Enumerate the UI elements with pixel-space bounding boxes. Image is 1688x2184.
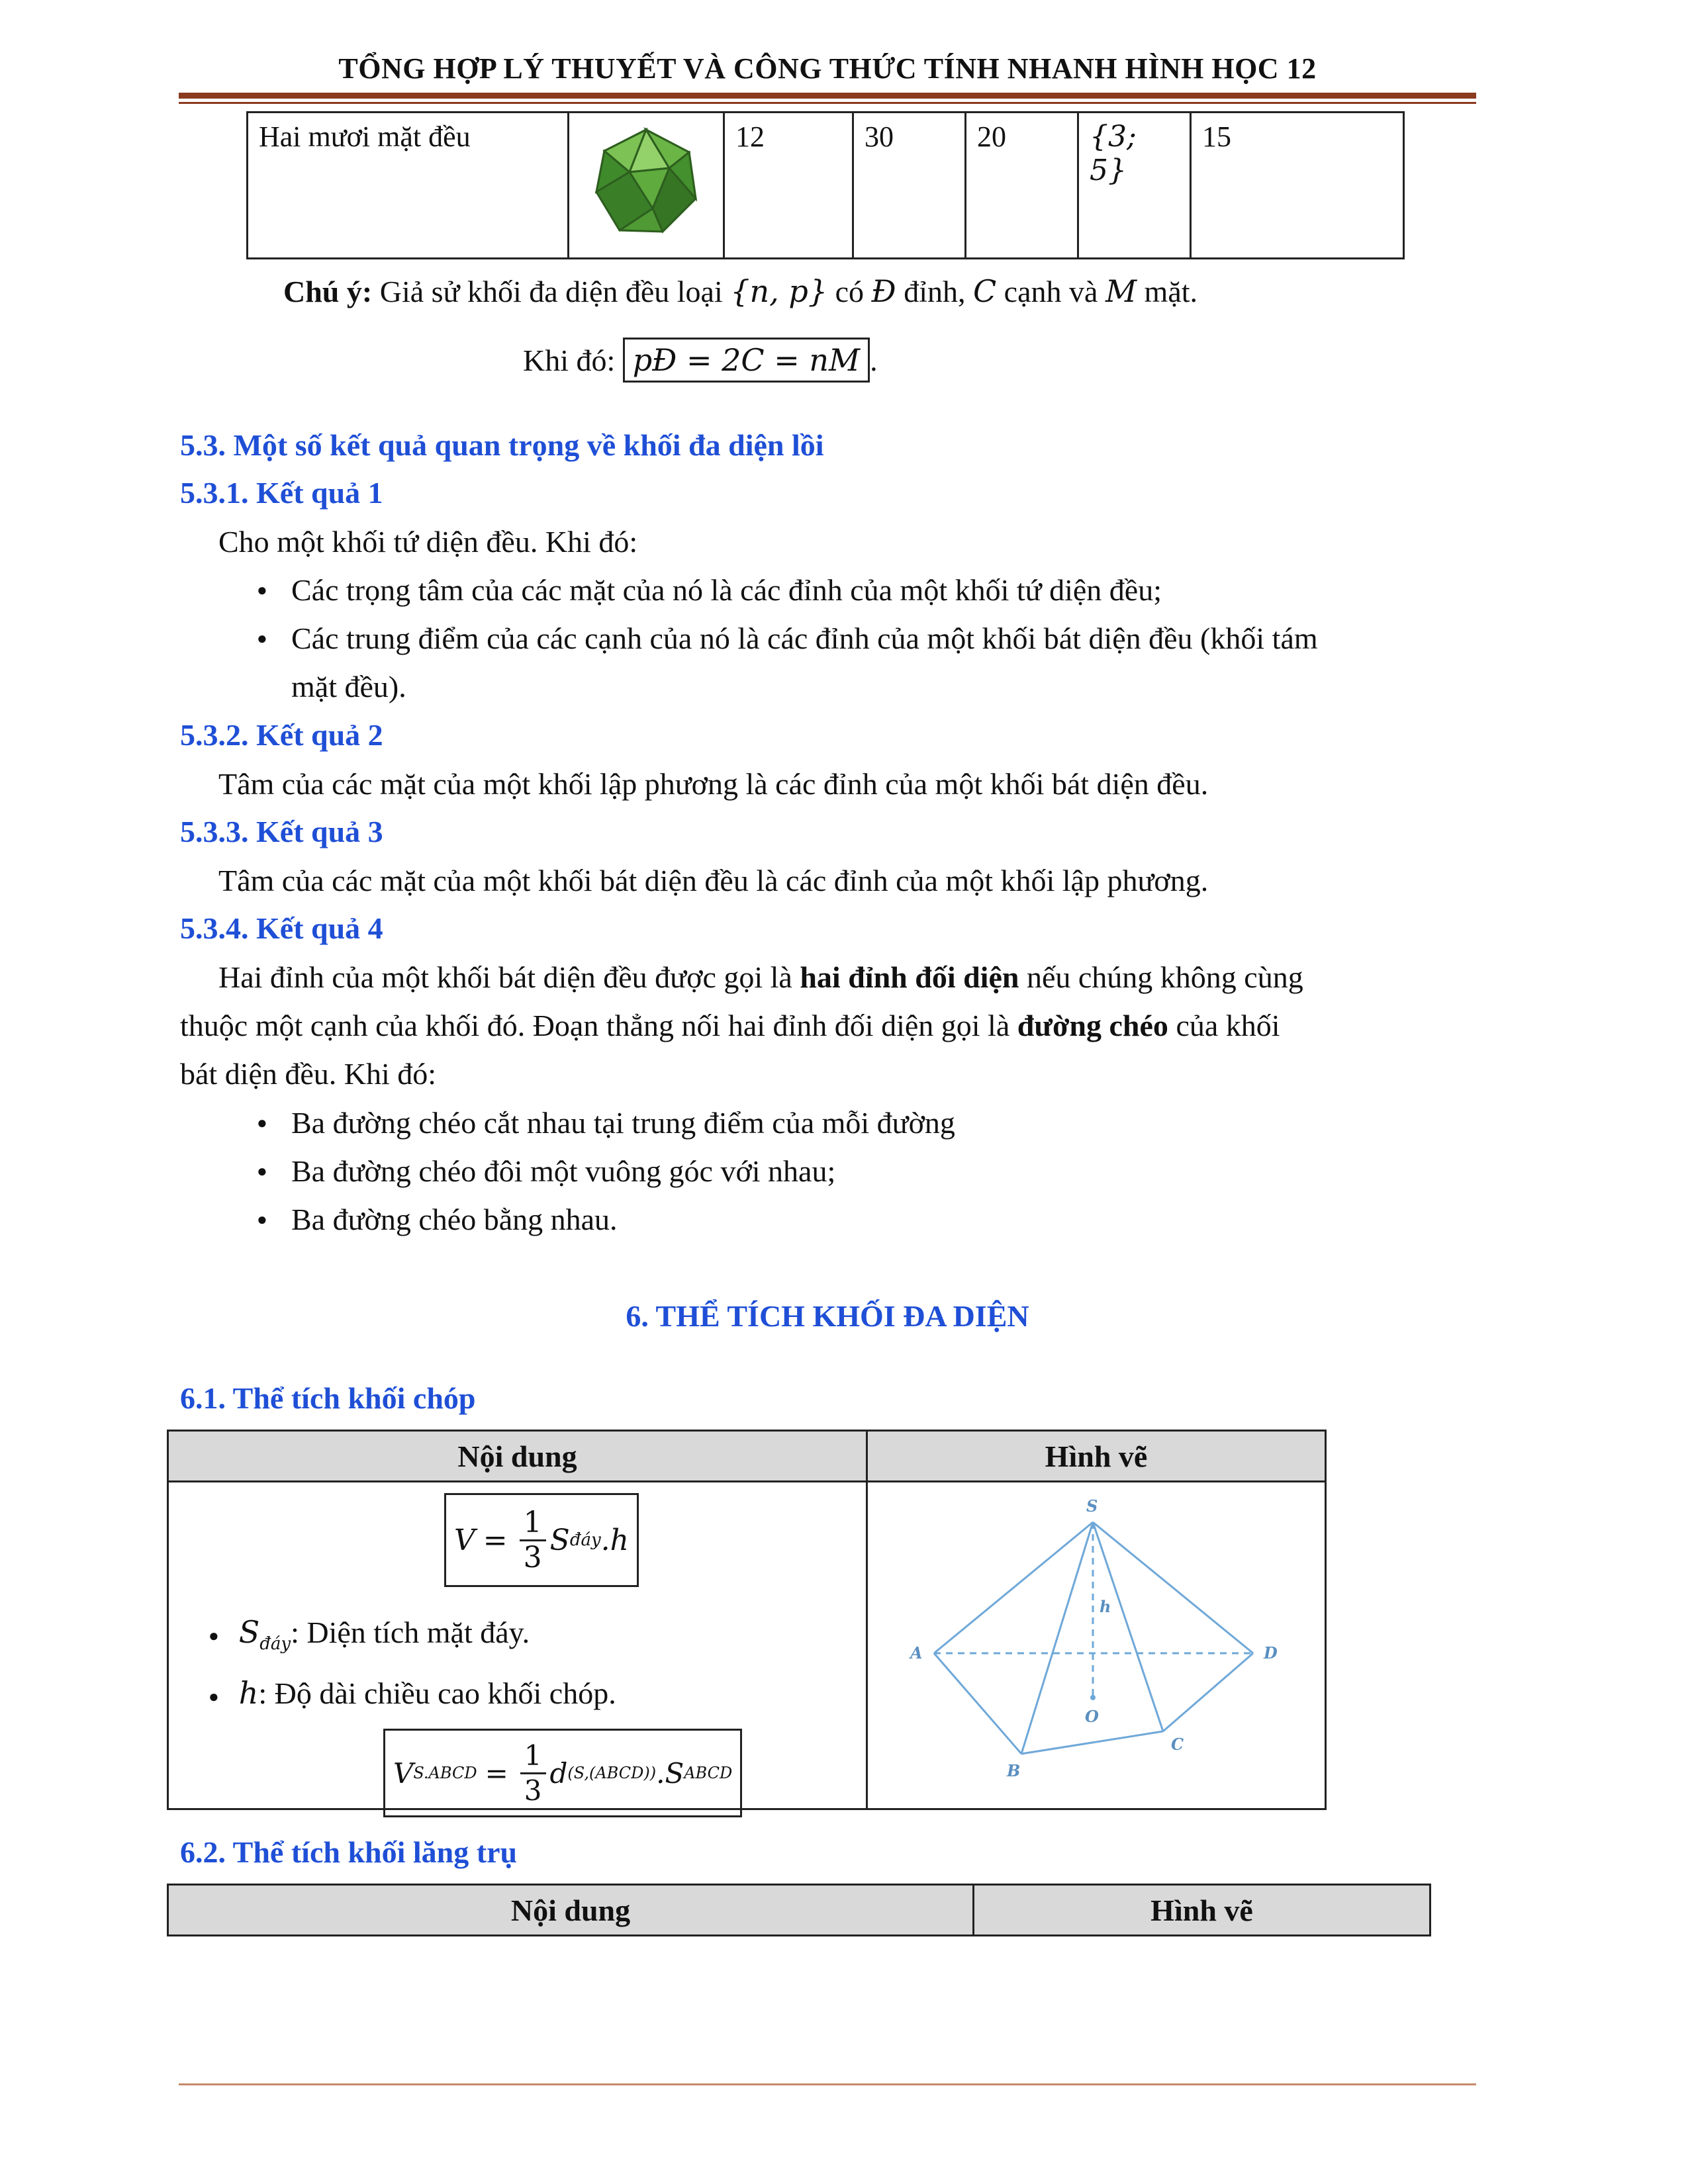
poly-edges-cell: 30 bbox=[853, 113, 966, 259]
col-header-figure: Hình vẽ bbox=[974, 1885, 1430, 1936]
f2-vsub: S.ABCD bbox=[413, 1764, 477, 1782]
note-text-a: Giả sử khối đa diện đều loại bbox=[379, 275, 723, 308]
poly-last-cell: 15 bbox=[1191, 113, 1404, 259]
edge-sd bbox=[1093, 1522, 1253, 1653]
section-6-title: 6. THỂ TÍCH KHỐI ĐA DIỆN bbox=[626, 1299, 1029, 1333]
pyramid-figure bbox=[868, 1482, 1325, 1807]
result-2-title: 5.3.2. Kết quả 2 bbox=[180, 718, 383, 752]
header-rule-thick bbox=[179, 93, 1476, 99]
header-rule-thin bbox=[179, 102, 1476, 104]
section-6-1-title: 6.1. Thể tích khối chóp bbox=[180, 1381, 476, 1415]
edge-sb bbox=[1021, 1522, 1093, 1754]
list-item: ● Ba đường chéo bằng nhau. bbox=[218, 1195, 1476, 1244]
r4-p1a: Hai đỉnh của một khối bát diện đều được gọi là bbox=[218, 960, 800, 994]
list-item bbox=[218, 614, 1476, 711]
col-header-content: Nội dung bbox=[168, 1431, 867, 1482]
b2-text: : Độ dài chiều cao khối chóp. bbox=[258, 1676, 616, 1710]
b1-text: : Diện tích mặt đáy. bbox=[291, 1615, 530, 1649]
note-dot: . bbox=[870, 343, 878, 377]
b2-sym: h bbox=[238, 1675, 259, 1711]
note-formula-box: pĐ = 2C = nM bbox=[623, 338, 870, 383]
f1-num: 1 bbox=[520, 1506, 546, 1541]
note-text-d: cạnh và bbox=[1004, 275, 1098, 308]
result-2-text: Tâm của các mặt của một khối lập phương là các đỉnh của một khối bát diện đều. bbox=[218, 767, 1209, 801]
f1-s: S bbox=[549, 1523, 570, 1557]
r4-p1b: hai đỉnh đối diện bbox=[800, 960, 1019, 994]
f2-v: V bbox=[393, 1756, 414, 1790]
label-s: S bbox=[1086, 1496, 1098, 1516]
poly-image-cell bbox=[569, 113, 724, 259]
poly-vertices-cell: 20 bbox=[966, 113, 1078, 259]
khi-do-label: Khi đó: bbox=[523, 343, 616, 377]
f1-eq: = bbox=[483, 1523, 508, 1557]
r4-p1c: nếu chúng không cùng bbox=[1019, 960, 1303, 994]
table-header-row bbox=[168, 1431, 1326, 1482]
section-5-3-title: 5.3. Một số kết quả quan trọng về khối đa diện lồi bbox=[180, 428, 824, 462]
f2-den: 3 bbox=[524, 1774, 542, 1807]
poly-faces-cell: 12 bbox=[724, 113, 853, 259]
label-c: C bbox=[1171, 1735, 1184, 1754]
col-header-content: Nội dung bbox=[168, 1885, 974, 1936]
edge-sa bbox=[934, 1522, 1093, 1653]
label-b: B bbox=[1007, 1761, 1021, 1780]
f2-ssub: ABCD bbox=[684, 1764, 733, 1782]
f1-v: V bbox=[454, 1523, 475, 1557]
f2-num: 1 bbox=[520, 1739, 546, 1774]
result-4-list bbox=[218, 1099, 1476, 1244]
f1-sub: đáy bbox=[569, 1530, 601, 1550]
f2-fraction bbox=[520, 1739, 546, 1807]
r4-p2b: đường chéo bbox=[1017, 1009, 1168, 1042]
table-header-row bbox=[168, 1885, 1430, 1936]
pyramid-content-cell bbox=[168, 1482, 867, 1809]
f2-s: .S bbox=[656, 1756, 684, 1790]
f1-den: 3 bbox=[523, 1540, 542, 1574]
edge-ab bbox=[934, 1653, 1021, 1754]
note-label: Chú ý: bbox=[283, 275, 373, 308]
note-m: M bbox=[1105, 273, 1137, 309]
b1-sym: S bbox=[238, 1614, 260, 1650]
table-row bbox=[248, 113, 1404, 259]
table-row bbox=[168, 1482, 1326, 1809]
f2-eq: = bbox=[485, 1756, 508, 1790]
pyramid-volume-formula bbox=[444, 1493, 639, 1587]
note-text-e: mặt. bbox=[1144, 275, 1198, 308]
section-6-2-title: 6.2. Thể tích khối lăng trụ bbox=[180, 1835, 518, 1869]
r4-p2a: thuộc một cạnh của khối đó. Đoạn thẳng nối hai đỉnh đối diện gọi là bbox=[180, 1009, 1017, 1042]
f2-d: d bbox=[549, 1756, 568, 1790]
result-1-b2b: mặt đều). bbox=[291, 670, 406, 704]
result-4-p2 bbox=[180, 1001, 1280, 1050]
polyhedra-table bbox=[246, 111, 1405, 259]
f1-h: .h bbox=[600, 1523, 629, 1557]
result-3-text: Tâm của các mặt của một khối bát diện đều là các đỉnh của một khối lập phương. bbox=[218, 864, 1209, 897]
note-text-b: có bbox=[835, 275, 865, 308]
list-item: ● Ba đường chéo đôi một vuông góc với nhau; bbox=[218, 1147, 1476, 1195]
result-1-list bbox=[218, 566, 1476, 711]
f1-fraction bbox=[520, 1506, 546, 1574]
pyramid-bullet-1: ● $S_{đáy}$: Diện tích mặt đáy. bbox=[209, 1614, 530, 1655]
note-text-c: đỉnh, bbox=[904, 275, 966, 308]
note-c: C bbox=[972, 273, 997, 309]
pyramid-volume-table bbox=[167, 1430, 1327, 1810]
footer-rule bbox=[179, 2083, 1476, 2085]
icosahedron-image bbox=[590, 126, 702, 238]
label-d: D bbox=[1264, 1643, 1278, 1662]
label-o: O bbox=[1085, 1707, 1099, 1726]
note-formula-line bbox=[523, 336, 878, 385]
result-1-intro: Cho một khối tứ diện đều. Khi đó: bbox=[218, 525, 638, 559]
label-h: h bbox=[1100, 1597, 1111, 1616]
pyramid-volume-formula-abcd bbox=[383, 1729, 742, 1817]
edge-cd bbox=[1163, 1653, 1253, 1731]
list-item: ● Ba đường chéo cắt nhau tại trung điểm của mỗi đường bbox=[218, 1099, 1476, 1147]
edge-bc bbox=[1021, 1731, 1163, 1754]
result-1-b2a: Các trung điểm của các cạnh của nó là các đỉnh của một khối bát diện đều (khối tám bbox=[291, 621, 1318, 655]
pyramid-bullet-2: ● h: Độ dài chiều cao khối chóp. bbox=[209, 1675, 616, 1711]
poly-name-cell: Hai mươi mặt đều bbox=[248, 113, 569, 259]
note-symbol: {n, p} bbox=[730, 273, 828, 309]
label-a: A bbox=[910, 1643, 923, 1662]
poly-symbol-cell: {3; 5} bbox=[1078, 113, 1191, 259]
result-3-title: 5.3.3. Kết quả 3 bbox=[180, 815, 383, 848]
f2-dsub: (S,(ABCD)) bbox=[567, 1764, 657, 1782]
point-o bbox=[1090, 1695, 1096, 1700]
page-header-title: TỔNG HỢP LÝ THUYẾT VÀ CÔNG THỨC TÍNH NHANH HÌNH HỌC 12 bbox=[338, 52, 1317, 85]
r4-p2c: của khối bbox=[1168, 1009, 1280, 1042]
b1-sub: đáy bbox=[259, 1634, 291, 1655]
result-4-p3: bát diện đều. Khi đó: bbox=[180, 1057, 437, 1091]
pyramid-figure-cell bbox=[867, 1482, 1326, 1809]
prism-volume-table bbox=[167, 1884, 1431, 1936]
result-4-p1 bbox=[218, 953, 1303, 1001]
result-1-title: 5.3.1. Kết quả 1 bbox=[180, 476, 383, 510]
col-header-figure: Hình vẽ bbox=[867, 1431, 1326, 1482]
list-item: ● Các trọng tâm của các mặt của nó là các đỉnh của một khối tứ diện đều; bbox=[218, 566, 1476, 614]
result-4-title: 5.3.4. Kết quả 4 bbox=[180, 911, 383, 945]
edge-sc bbox=[1093, 1522, 1163, 1731]
note-d: Đ bbox=[871, 273, 896, 309]
note-line bbox=[283, 267, 1197, 316]
